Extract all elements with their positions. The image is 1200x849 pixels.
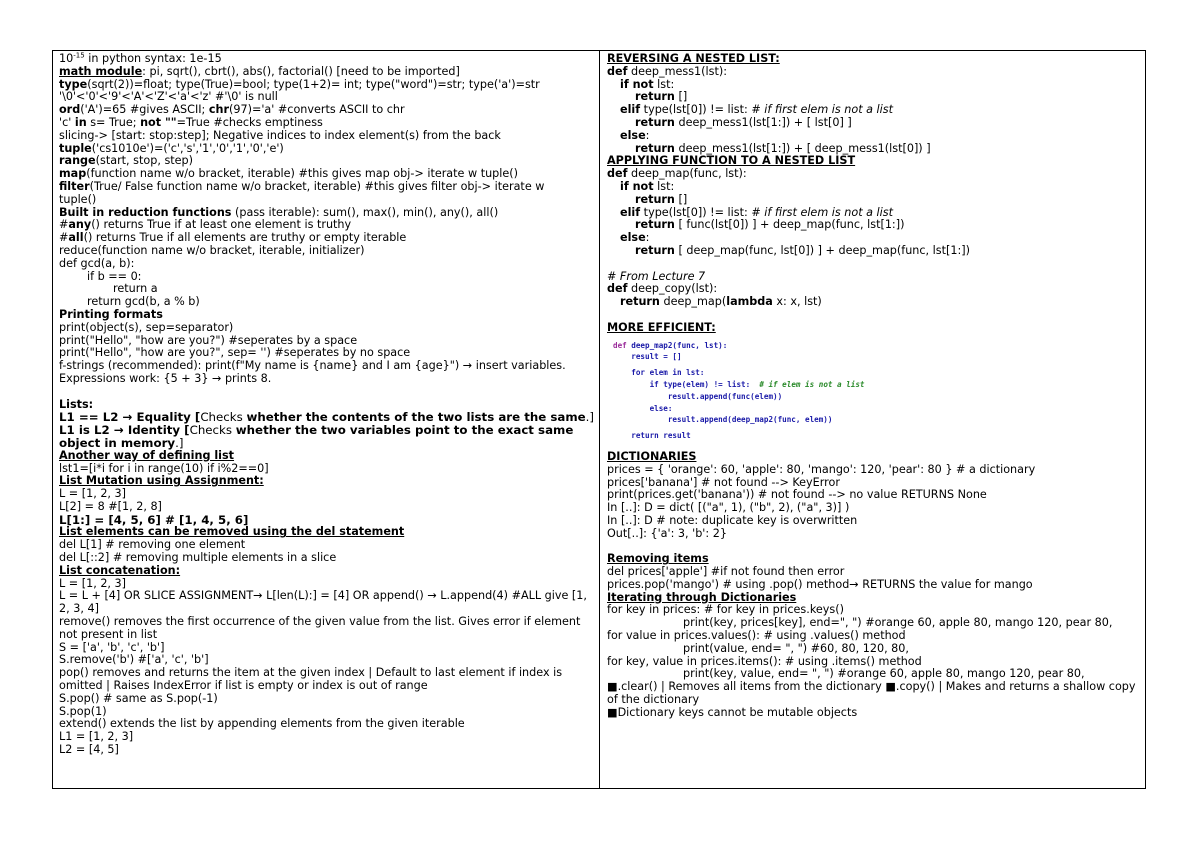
filter-line: filter(True/ False function name w/o bracket, iterable) #this gives filter obj-> iterate w xyxy=(59,179,545,193)
list-init-line: L = [1, 2, 3] xyxy=(59,487,127,501)
printing-formats-heading: Printing formats xyxy=(59,307,163,321)
prices-init-line: prices = { 'orange': 60, 'apple': 80, 'mango': 120, 'pear': 80 } # a dictionary xyxy=(607,462,1036,476)
lists-heading: Lists: xyxy=(59,397,94,411)
left-column xyxy=(59,53,595,757)
identity-line: L1 is L2 → Identity [Checks whether the two variables point to the exact same object in memory.] xyxy=(59,423,574,450)
column-divider xyxy=(599,51,600,788)
fstring-line: f-strings (recommended): print(f"My name is {name} and I am {age}") → insert variables. xyxy=(59,359,566,373)
pop-item-line: prices.pop('mango') # using .pop() method→ RETURNS the value for mango xyxy=(607,577,1033,591)
gcd-return-rec-line: return gcd(b, a % b) xyxy=(87,295,200,309)
tuple-line: tuple('cs1010e')=('c','s','1','0','1','0','e') xyxy=(59,141,284,155)
dictionaries-heading: DICTIONARIES xyxy=(607,449,697,463)
clear-copy-line: ■.clear() | Removes all items from the dictionary ■.copy() | Makes and returns a shallow copy of the dictionary xyxy=(607,680,1136,707)
gcd-return-a-line: return a xyxy=(113,282,158,296)
deep-mess-return-empty: return [] xyxy=(635,90,688,104)
s-init-line: S = ['a', 'b', 'c', 'b'] xyxy=(59,640,165,654)
filter-line-cont: tuple() xyxy=(59,192,97,206)
type-line: type(sqrt(2))=float; type(True)=bool; type(1+2)= int; type("word")=str; type('a')=str xyxy=(59,77,540,91)
list-mutation-heading: List Mutation using Assignment: xyxy=(59,474,264,488)
all-line: #all() returns True if all elements are truthy or empty iterable xyxy=(59,231,407,245)
for-key-line: for key in prices: # for key in prices.keys() xyxy=(607,603,844,617)
iterating-heading: Iterating through Dictionaries xyxy=(607,590,797,604)
deep-map-else: else: xyxy=(620,231,650,245)
reverse-nested-heading: REVERSING A NESTED LIST: xyxy=(607,52,780,65)
reduce-line: reduce(function name w/o bracket, iterable, initializer) xyxy=(59,243,365,257)
slicing-line: slicing-> [start: stop:step]; Negative indices to index element(s) from the back xyxy=(59,128,501,142)
l2-init-line: L2 = [4, 5] xyxy=(59,743,119,757)
print-sep-line: print(object(s), sep=separator) xyxy=(59,320,234,334)
map-line: map(function name w/o bracket, iterable) #this gives map obj-> iterate w tuple() xyxy=(59,167,518,181)
print-nosep-line: print("Hello", "how are you?", sep= '') #seperates by no space xyxy=(59,346,411,360)
concat-init-line: L = [1, 2, 3] xyxy=(59,576,127,590)
for-items-line: for key, value in prices.items(): # using .items() method xyxy=(607,654,922,668)
print-items-line: print(key, value, end= ", ") #orange 60, apple 80, mango 120, pear 80, xyxy=(683,667,1085,681)
del-item-line: del prices['apple'] #if not found then error xyxy=(607,565,845,579)
range-line: range(start, stop, step) xyxy=(59,154,194,168)
math-module-line: math module: pi, sqrt(), cbrt(), abs(), factorial() [need to be imported] xyxy=(59,64,460,78)
list-index-assign-line: L[2] = 8 #[1, 2, 8] xyxy=(59,499,162,513)
deep-map-elif: elif type(lst[0]) != list: # if first elem is not a list xyxy=(620,205,893,219)
removing-items-heading: Removing items xyxy=(607,552,709,566)
concat-ways-line: L = L + [4] OR SLICE ASSIGNMENT→ L[len(L):] = [4] OR append() → L.append(4) #ALL give [1, 2, 3, 4] xyxy=(59,589,587,616)
lecture-comment: # From Lecture 7 xyxy=(607,269,706,283)
more-efficient-heading: MORE EFFICIENT: xyxy=(607,320,716,334)
in-not-line: 'c' in s= True; not ""=True #checks emptiness xyxy=(59,115,323,129)
s-remove-line: S.remove('b') #['a', 'c', 'b'] xyxy=(59,653,209,667)
del-slice-line: del L[::2] # removing multiple elements in a slice xyxy=(59,551,337,565)
gcd-def-line: def gcd(a, b): xyxy=(59,256,135,270)
remove-desc-line: remove() removes the first occurrence of the given value from the list. Gives error if element not present in list xyxy=(59,615,581,641)
any-line: #any() returns True if at least one element is truthy xyxy=(59,218,352,232)
gcd-if-line: if b == 0: xyxy=(87,269,142,283)
deep-copy-def: def deep_copy(lst): xyxy=(607,282,718,296)
concat-heading: List concatenation: xyxy=(59,563,181,577)
extend-desc-line: extend() extends the list by appending elements from the given iterable xyxy=(59,717,465,731)
char-order-line: '\0'<'0'<'9'<'A'<'Z'<'a'<'z' #'\0' is null xyxy=(59,90,278,104)
list-comp-line: lst1=[i*i for i in range(10) if i%2==0] xyxy=(59,461,269,475)
del-heading: List elements can be removed using the del statement xyxy=(59,525,405,539)
deep-mess-return-2: return deep_mess1(lst[1:]) + [ deep_mess1(lst[0]) ] xyxy=(635,141,931,155)
mutable-keys-line: ■Dictionary keys cannot be mutable objects xyxy=(607,705,858,719)
cheat-sheet xyxy=(52,50,1146,789)
deep-map2-code-image: def deep_map2(func, lst): result = [] for elem in lst: if type(elem) != list: # if elem is not a list result.append(func(elem)) else: result.append(deep_map2(func, elem)) return result xyxy=(613,340,865,441)
sci-notation-line: $10^{-15}$ in python syntax: 1e-15 xyxy=(59,51,222,65)
list-slice-assign-line: L[1:] = [4, 5, 6] # [1, 4, 5, 6] xyxy=(59,512,249,527)
deep-map-return-empty: return [] xyxy=(635,192,688,206)
ord-chr-line: ord('A')=65 #gives ASCII; chr(97)='a' #converts ASCII to chr xyxy=(59,103,405,117)
deep-map-return-1: return [ func(lst[0]) ] + deep_map(func, lst[1:]) xyxy=(635,218,905,232)
deep-map-def: def deep_map(func, lst): xyxy=(607,167,747,181)
deep-map-return-2: return [ deep_map(func, lst[0]) ] + deep_map(func, lst[1:]) xyxy=(635,243,970,257)
deep-mess-def: def deep_mess1(lst): xyxy=(607,64,727,78)
print-value-line: print(value, end= ", ") #60, 80, 120, 80, xyxy=(683,641,909,655)
get-line: print(prices.get('banana')) # not found --> no value RETURNS None xyxy=(607,488,987,502)
pop-default-line: S.pop() # same as S.pop(-1) xyxy=(59,691,218,705)
apply-function-heading: APPLYING FUNCTION TO A NESTED LIST xyxy=(607,154,856,168)
deep-mess-return-1: return deep_mess1(lst[1:]) + [ lst[0] ] xyxy=(635,115,852,129)
deep-copy-return: return deep_map(lambda x: x, lst) xyxy=(620,295,822,309)
pop-index-line: S.pop(1) xyxy=(59,704,107,718)
deep-mess-else: else: xyxy=(620,128,650,142)
del-one-line: del L[1] # removing one element xyxy=(59,538,246,552)
l1-init-line: L1 = [1, 2, 3] xyxy=(59,730,134,744)
for-value-line: for value in prices.values(): # using .values() method xyxy=(607,629,906,643)
equality-line: L1 == L2 → Equality [Checks whether the contents of the two lists are the same.] xyxy=(59,410,594,425)
expressions-line: Expressions work: {5 + 3} → prints 8. xyxy=(59,371,272,385)
dict-out-line: Out[..]: {'a': 3, 'b': 2} xyxy=(607,526,727,540)
keyerror-line: prices['banana'] # not found --> KeyError xyxy=(607,475,840,489)
print-space-line: print("Hello", "how are you?") #seperates by a space xyxy=(59,333,358,347)
dict-ctor-line: In [..]: D = dict( [("a", 1), ("b", 2), ("a", 3)] ) xyxy=(607,501,850,515)
pop-desc-line: pop() removes and returns the item at the given index | Default to last element if index is omitted | Raises IndexError if list is empty or index is out of range xyxy=(59,666,563,693)
list-define-heading: Another way of defining list xyxy=(59,448,235,462)
deep-map-if: if not lst: xyxy=(620,179,675,193)
deep-mess-elif: elif type(lst[0]) != list: # if first elem is not a list xyxy=(620,103,893,117)
deep-mess-if: if not lst: xyxy=(620,77,675,91)
reduction-heading: Built in reduction functions (pass iterable): sum(), max(), min(), any(), all() xyxy=(59,205,499,219)
right-column xyxy=(607,53,1141,720)
print-key-line: print(key, prices[key], end=", ") #orange 60, apple 80, mango 120, pear 80, xyxy=(683,616,1113,630)
dict-dup-line: In [..]: D # note: duplicate key is overwritten xyxy=(607,513,858,527)
